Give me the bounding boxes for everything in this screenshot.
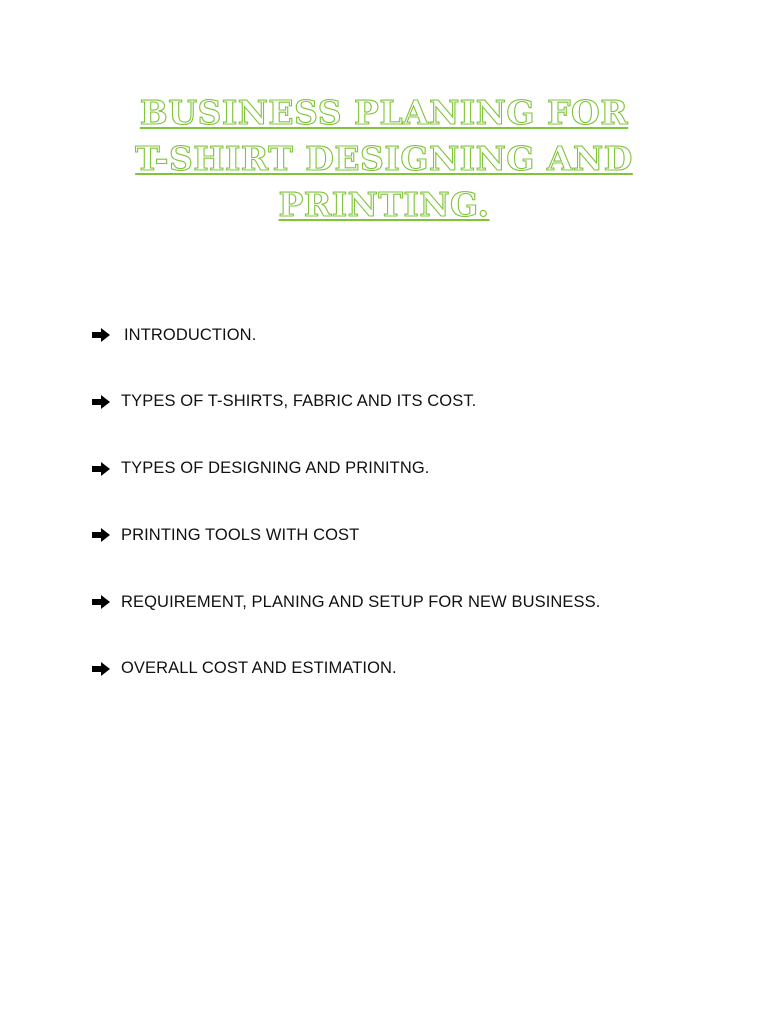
list-item (90, 652, 600, 686)
list-item-label: REQUIREMENT, PLANING AND SETUP FOR NEW BUSINESS. (121, 592, 601, 611)
right-arrow-icon (90, 393, 112, 411)
contents-list (90, 318, 600, 719)
right-arrow-icon (90, 526, 112, 544)
list-item-label: PRINTING TOOLS WITH COST (121, 525, 360, 544)
right-arrow-icon (90, 660, 112, 678)
right-arrow-icon (90, 593, 112, 611)
page-title: BUSINESS PLANING FOR T-SHIRT DESIGNING AND PRINTING. (135, 93, 633, 224)
list-item (90, 452, 600, 486)
list-item-label: TYPES OF DESIGNING AND PRINITNG. (121, 459, 430, 478)
list-item-label: OVERALL COST AND ESTIMATION. (121, 659, 397, 678)
list-item (90, 385, 600, 419)
right-arrow-icon (90, 460, 112, 478)
list-item (90, 585, 600, 619)
list-item-label: INTRODUCTION. (124, 325, 257, 344)
list-item-label: TYPES OF T-SHIRTS, FABRIC AND ITS COST. (121, 392, 477, 411)
list-item (90, 318, 600, 352)
list-item (90, 518, 600, 552)
right-arrow-icon (90, 326, 112, 344)
